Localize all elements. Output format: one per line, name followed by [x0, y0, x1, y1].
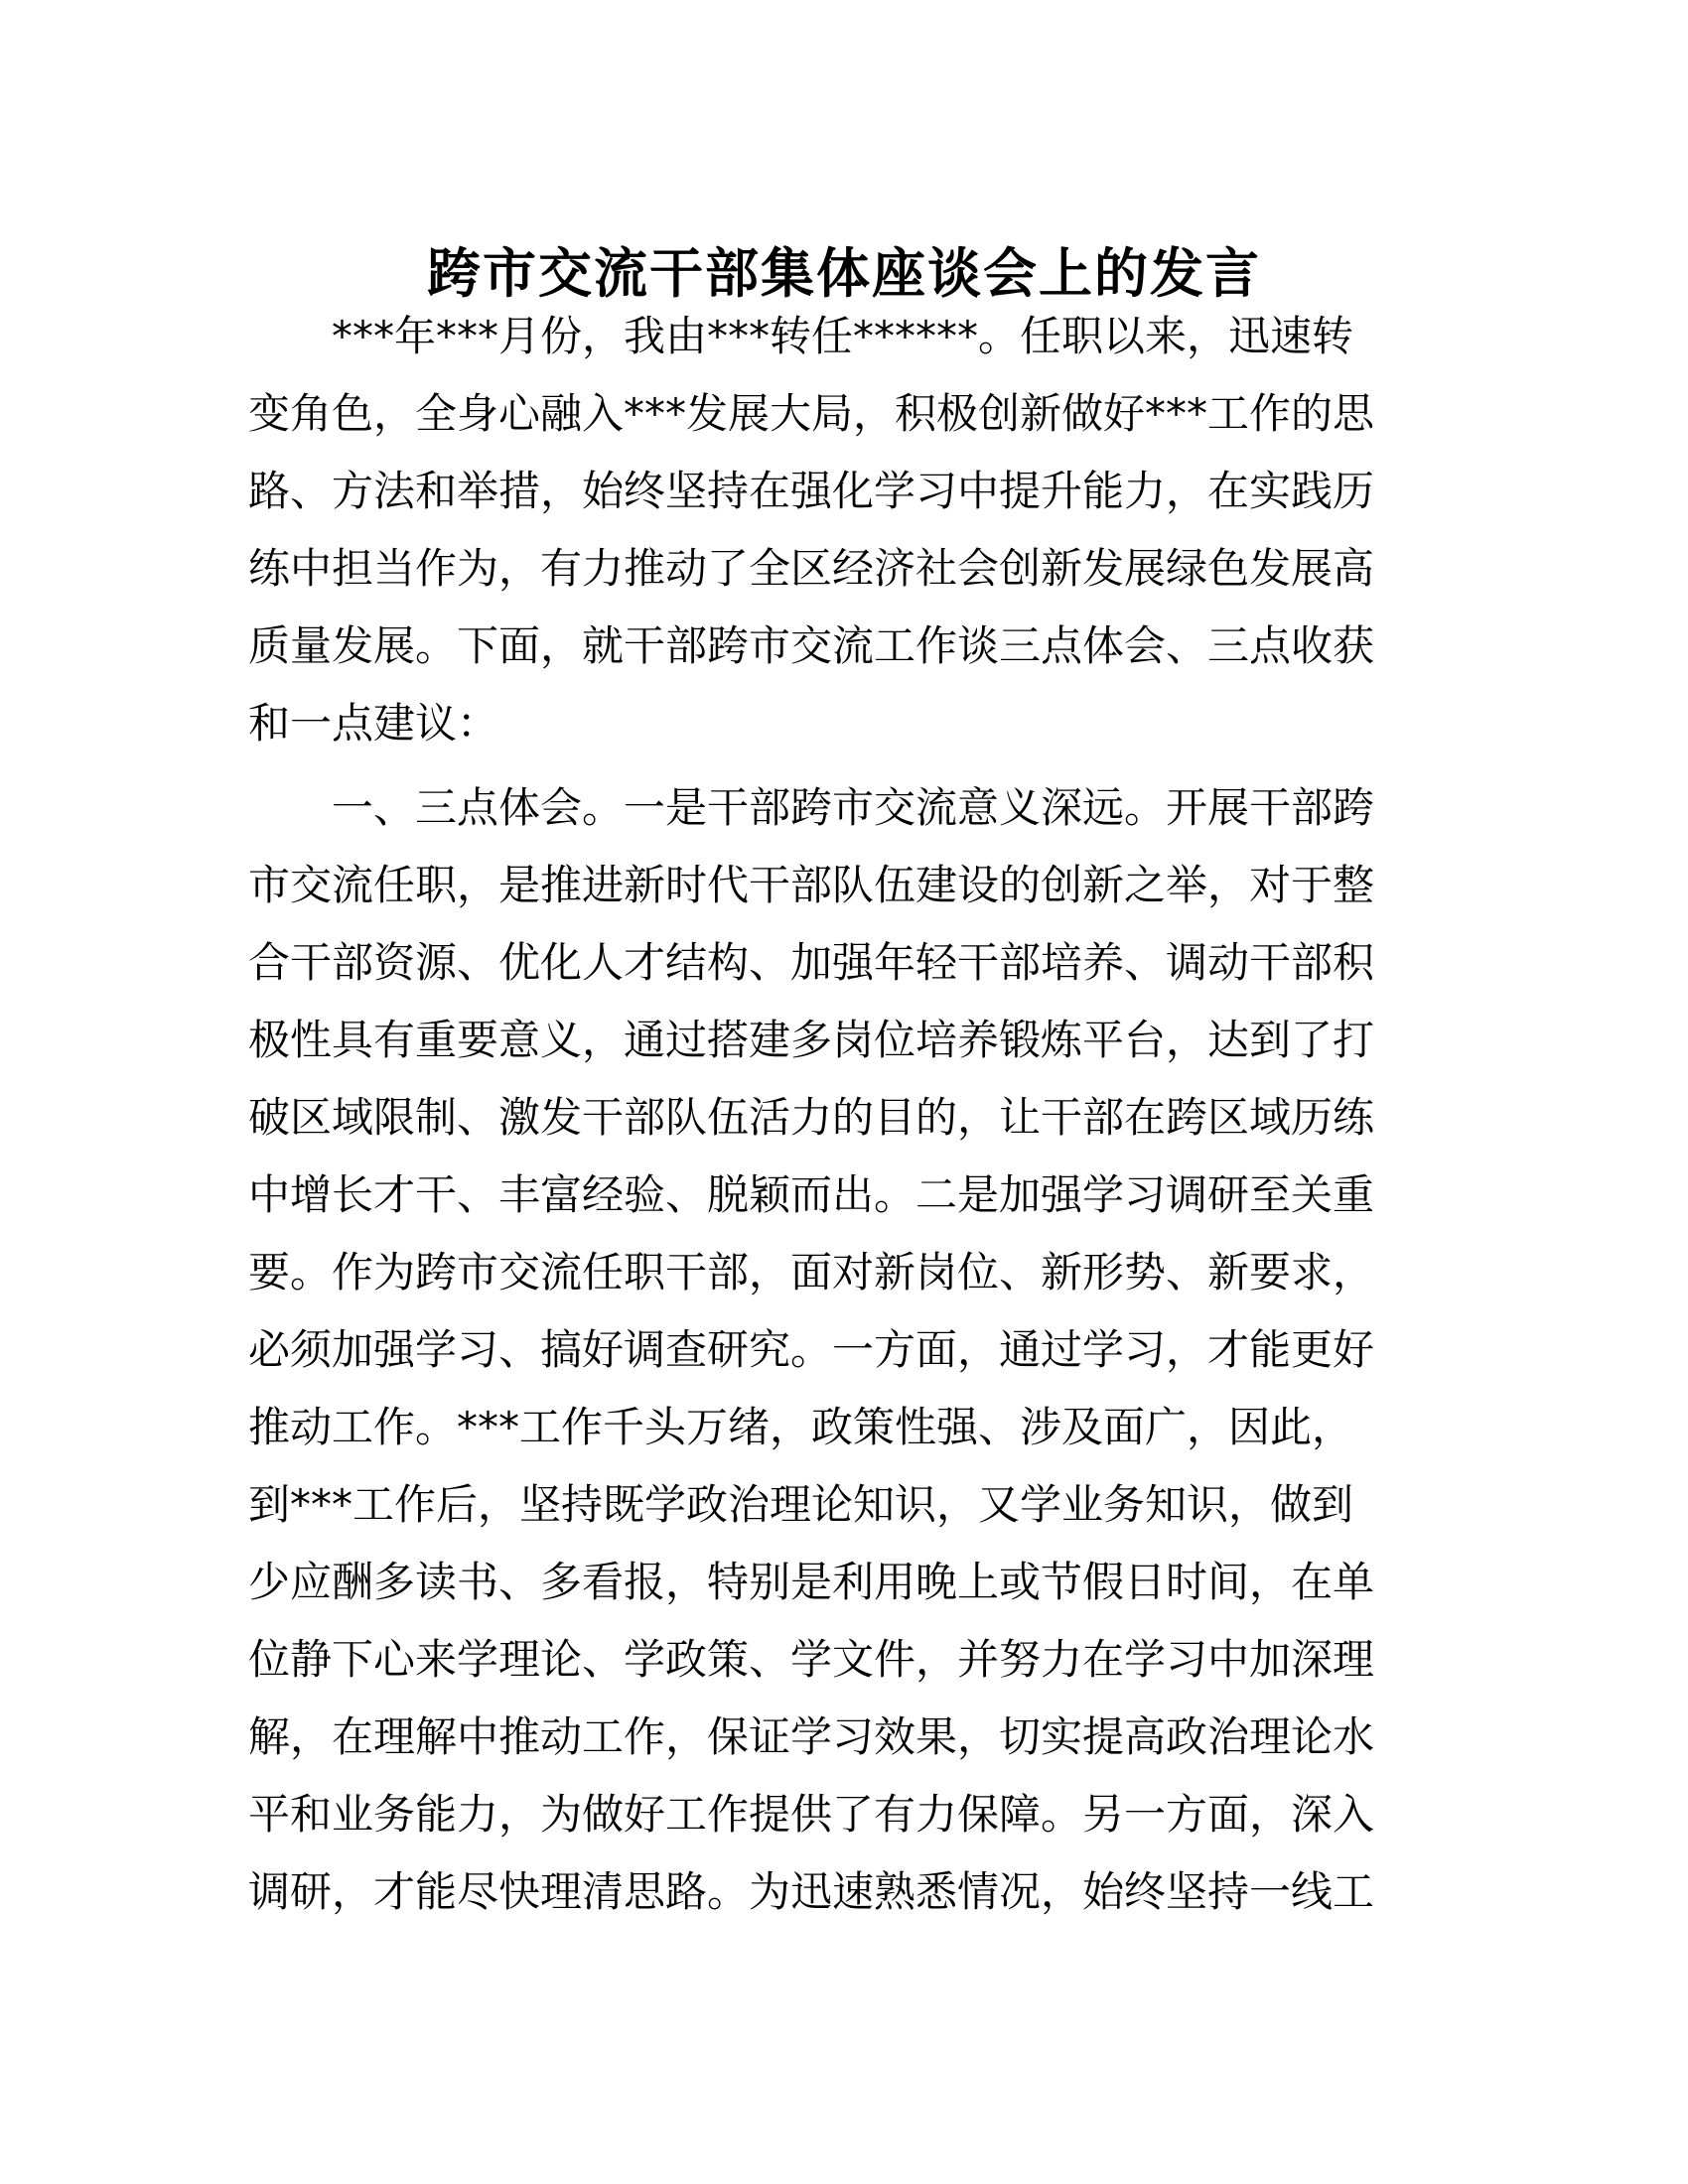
text-line: 一、三点体会。一是干部跨市交流意义深远。开展干部跨 — [248, 783, 1375, 832]
text-line: 解，在理解中推动工作，保证学习效果，切实提高政治理论水 — [248, 1712, 1375, 1761]
text-line: 合干部资源、优化人才结构、加强年轻干部培养、调动干部积 — [248, 938, 1375, 987]
text-line: 和一点建议： — [248, 699, 499, 748]
paragraph-section-one — [248, 769, 1440, 1931]
text-line: 位静下心来学理论、学政策、学文件，并努力在学习中加深理 — [248, 1635, 1375, 1684]
text-line: 要。作为跨市交流任职干部，面对新岗位、新形势、新要求， — [248, 1248, 1375, 1297]
text-line: 路、方法和举措，始终坚持在强化学习中提升能力，在实践历 — [248, 467, 1375, 515]
text-line: 必须加强学习、搞好调查研究。一方面，通过学习，才能更好 — [248, 1325, 1375, 1374]
text-line: 平和业务能力，为做好工作提供了有力保障。另一方面，深入 — [248, 1790, 1375, 1839]
text-line: 破区域限制、激发干部队伍活力的目的，让干部在跨区域历练 — [248, 1093, 1375, 1142]
text-line: 质量发展。下面，就干部跨市交流工作谈三点体会、三点收获 — [248, 621, 1375, 670]
text-line: 少应酬多读书、多看报，特别是利用晚上或节假日时间，在单 — [248, 1558, 1375, 1606]
text-line: 推动工作。***工作千头万绪，政策性强、涉及面广，因此， — [248, 1403, 1354, 1451]
text-line: 到***工作后，坚持既学政治理论知识，又学业务知识，做到 — [248, 1480, 1354, 1529]
page-title: 跨市交流干部集体座谈会上的发言 — [427, 242, 1261, 306]
paragraph-intro — [248, 298, 1440, 762]
text-line: 练中担当作为，有力推动了全区经济社会创新发展绿色发展高 — [248, 544, 1375, 593]
text-line: ***年***月份，我由***转任******。任职以来，迅速转 — [248, 312, 1354, 360]
text-line: 调研，才能尽快理清思路。为迅速熟悉情况，始终坚持一线工 — [248, 1867, 1375, 1916]
text-line: 变角色，全身心融入***发展大局，积极创新做好***工作的思 — [248, 389, 1375, 438]
text-line: 极性具有重要意义，通过搭建多岗位培养锻炼平台，达到了打 — [248, 1016, 1375, 1064]
text-line: 市交流任职，是推进新时代干部队伍建设的创新之举，对于整 — [248, 861, 1375, 909]
text-line: 中增长才干、丰富经验、脱颖而出。二是加强学习调研至关重 — [248, 1170, 1375, 1219]
